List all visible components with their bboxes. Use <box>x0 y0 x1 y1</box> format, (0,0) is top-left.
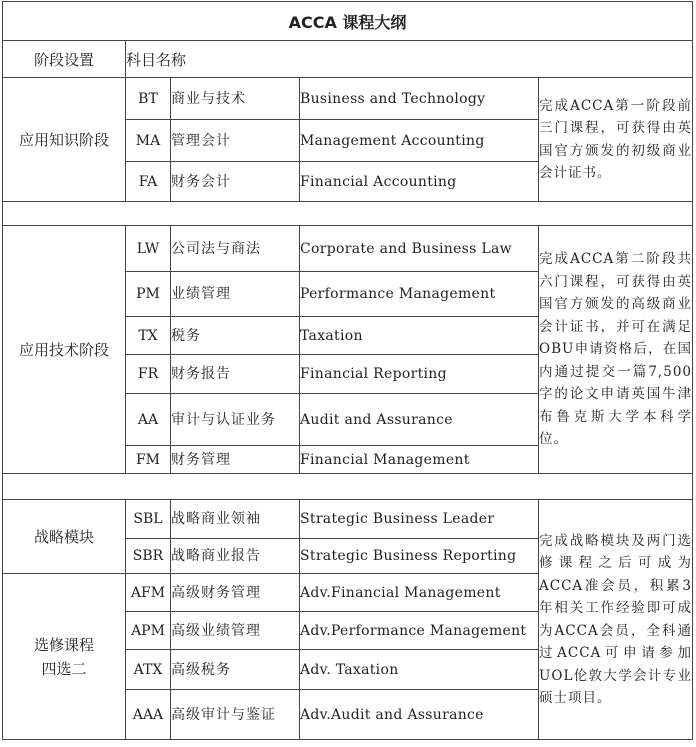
header-row <box>3 41 693 78</box>
course-row <box>3 500 693 539</box>
course-name-cn: 高级业绩管理 <box>171 612 300 650</box>
stage-name <box>3 574 126 740</box>
course-name-en: Audit and Assurance <box>300 394 539 446</box>
spacer-row <box>3 202 693 226</box>
course-code: AA <box>126 394 171 446</box>
stage-name: 战略模块 <box>3 500 126 574</box>
course-code: LW <box>126 226 171 272</box>
course-code: FR <box>126 355 171 394</box>
course-row <box>3 226 693 272</box>
course-name-cn: 财务管理 <box>171 446 300 474</box>
course-name-cn: 高级税务 <box>171 650 300 690</box>
course-name-en: Adv.Financial Management <box>300 574 539 612</box>
stage-note: 完成ACCA第二阶段共六门课程，可获得由英国官方颁发的高级商业会计证书，并可在满足OBU申请资格后，在国内通过提交一篇7,500字的论文申请英国牛津布鲁克斯大学本科学位。 <box>539 226 693 474</box>
course-name-cn: 高级财务管理 <box>171 574 300 612</box>
course-name-en: Strategic Business Leader <box>300 500 539 539</box>
course-name-en: Adv.Performance Management <box>300 612 539 650</box>
course-name-cn: 战略商业领袖 <box>171 500 300 539</box>
stage-note: 完成ACCA第一阶段前三门课程，可获得由英国官方颁发的初级商业会计证书。 <box>539 78 693 202</box>
course-code: MA <box>126 120 171 162</box>
course-code: APM <box>126 612 171 650</box>
course-name-en: Adv.Audit and Assurance <box>300 690 539 740</box>
course-name-en: Strategic Business Reporting <box>300 539 539 574</box>
course-name-cn: 审计与认证业务 <box>171 394 300 446</box>
course-name-en: Business and Technology <box>300 78 539 120</box>
course-code: FM <box>126 446 171 474</box>
course-name-cn: 商业与技术 <box>171 78 300 120</box>
stage-name: 应用技术阶段 <box>3 226 126 474</box>
course-code: TX <box>126 317 171 355</box>
course-code: AFM <box>126 574 171 612</box>
course-name-en: Management Accounting <box>300 120 539 162</box>
spacer <box>3 474 693 500</box>
course-name-cn: 战略商业报告 <box>171 539 300 574</box>
stage-note: 完成战略模块及两门选修课程之后可成为ACCA准会员，积累3年相关工作经验即可成为ACCA会员，全科通过ACCA可申请参加UOL伦敦大学会计专业硕士项目。 <box>539 500 693 740</box>
header-subject: 科目名称 <box>126 41 693 78</box>
course-code: PM <box>126 272 171 317</box>
course-name-en: Financial Management <box>300 446 539 474</box>
course-name-cn: 财务报告 <box>171 355 300 394</box>
spacer <box>3 202 693 226</box>
course-name-cn: 公司法与商法 <box>171 226 300 272</box>
course-code: SBL <box>126 500 171 539</box>
course-code: FA <box>126 162 171 202</box>
title-row <box>3 2 693 41</box>
course-name-cn: 管理会计 <box>171 120 300 162</box>
spacer-row <box>3 474 693 500</box>
table-title: ACCA 课程大纲 <box>3 2 693 41</box>
course-name-en: Corporate and Business Law <box>300 226 539 272</box>
course-code: AAA <box>126 690 171 740</box>
course-name-cn: 税务 <box>171 317 300 355</box>
course-name-en: Adv. Taxation <box>300 650 539 690</box>
course-name-en: Financial Reporting <box>300 355 539 394</box>
course-name-en: Taxation <box>300 317 539 355</box>
header-stage: 阶段设置 <box>3 41 126 78</box>
course-name-cn: 高级审计与鉴证 <box>171 690 300 740</box>
course-code: SBR <box>126 539 171 574</box>
stage-name: 应用知识阶段 <box>3 78 126 202</box>
course-code: ATX <box>126 650 171 690</box>
stage-name-line1: 选修课程 <box>33 635 94 654</box>
course-name-cn: 业绩管理 <box>171 272 300 317</box>
stage-name-line2: 四选二 <box>41 659 87 678</box>
acca-syllabus-table <box>2 1 693 740</box>
course-name-en: Performance Management <box>300 272 539 317</box>
course-code: BT <box>126 78 171 120</box>
course-row <box>3 78 693 120</box>
course-name-en: Financial Accounting <box>300 162 539 202</box>
course-name-cn: 财务会计 <box>171 162 300 202</box>
